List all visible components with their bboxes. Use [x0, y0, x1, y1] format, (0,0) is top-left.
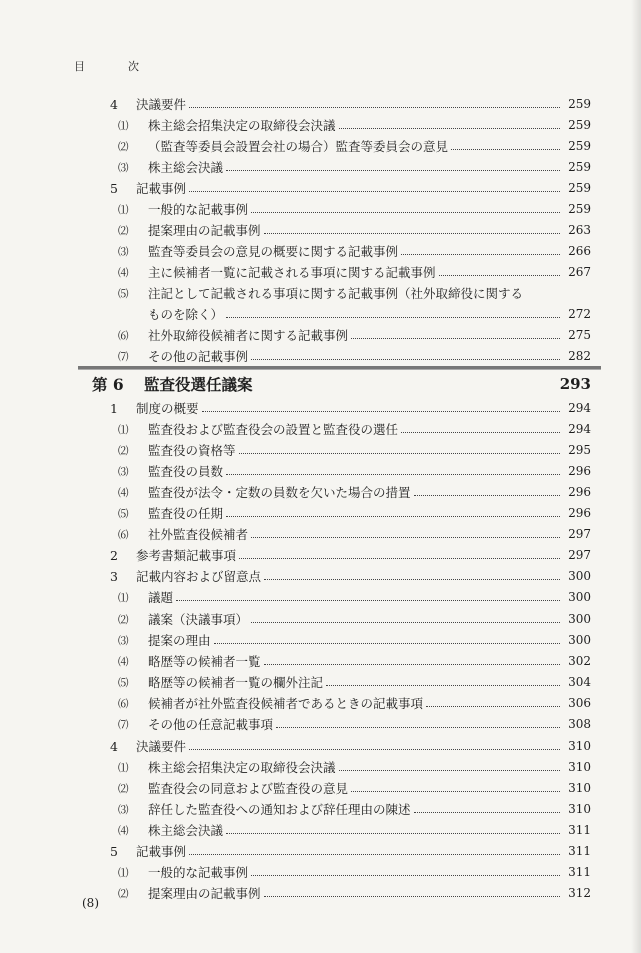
toc-entry[interactable]: [110, 736, 591, 756]
dot-leader: [214, 643, 560, 644]
entry-number: ⑴: [118, 423, 129, 436]
toc-entry[interactable]: [118, 587, 591, 607]
chapter-divider: [78, 366, 601, 369]
entry-page: 272: [568, 307, 591, 321]
entry-title: 監査役会の同意および監査役の意見: [148, 781, 349, 796]
toc-entry[interactable]: [118, 609, 591, 629]
entry-title: 株主総会招集決定の取締役会決議: [148, 760, 336, 775]
dot-leader: [202, 411, 560, 412]
dot-leader: [351, 338, 560, 339]
entry-title: 監査役が法令・定数の員数を欠いた場合の措置: [148, 485, 411, 500]
entry-title: 記載事例: [136, 181, 187, 196]
toc-entry[interactable]: [118, 482, 591, 502]
entry-number: ⑵: [118, 887, 129, 900]
entry-page: 259: [568, 202, 591, 216]
entry-title: （監査等委員会設置会社の場合）監査等委員会の意見: [148, 139, 449, 154]
toc-entry[interactable]: [118, 220, 591, 240]
toc-entry[interactable]: [110, 94, 591, 114]
entry-page: 296: [568, 485, 591, 499]
dot-leader: [251, 875, 560, 876]
toc-entry[interactable]: [118, 325, 591, 345]
entry-page: 311: [568, 865, 591, 879]
entry-page: 259: [568, 160, 591, 174]
entry-title: 社外監査役候補者: [148, 527, 249, 542]
dot-leader: [226, 474, 560, 475]
entry-number: ⑵: [118, 613, 129, 626]
dot-leader: [264, 233, 560, 234]
toc-entry[interactable]: [118, 757, 591, 777]
toc-entry[interactable]: [118, 651, 591, 671]
entry-title: 参考書類記載事項: [136, 548, 237, 563]
entry-page: 294: [568, 422, 591, 436]
entry-title: 決議要件: [136, 739, 187, 754]
entry-page: 275: [568, 328, 591, 342]
toc-entry[interactable]: [118, 136, 591, 156]
toc-entry[interactable]: [110, 841, 591, 861]
entry-title: 株主総会決議: [148, 160, 224, 175]
entry-title: 議題: [148, 590, 174, 605]
entry-title: ものを除く）: [148, 307, 224, 322]
entry-title: 注記として記載される事項に関する記載事例（社外取締役に関する: [148, 286, 524, 301]
dot-leader: [339, 770, 560, 771]
toc-entry[interactable]: [118, 262, 591, 282]
entry-title: 略歴等の候補者一覧: [148, 654, 261, 669]
page-number: (8): [82, 896, 99, 910]
toc-entry[interactable]: [118, 440, 591, 460]
dot-leader: [326, 685, 560, 686]
entry-page: 267: [568, 265, 591, 279]
entry-page: 259: [568, 181, 591, 195]
entry-number: ⑺: [118, 350, 129, 363]
dot-leader: [239, 558, 560, 559]
entry-number: 3: [110, 568, 118, 584]
entry-title: 記載事例: [136, 844, 187, 859]
entry-number: ⑵: [118, 444, 129, 457]
toc-entry[interactable]: [118, 346, 591, 366]
dot-leader: [339, 128, 560, 129]
entry-number: ⑴: [118, 591, 129, 604]
entry-number: ⑹: [118, 329, 129, 342]
dot-leader: [351, 791, 560, 792]
dot-leader: [264, 579, 560, 580]
entry-number: ⑹: [118, 697, 129, 710]
dot-leader: [414, 495, 560, 496]
entry-page: 266: [568, 244, 591, 258]
toc-entry[interactable]: [118, 820, 591, 840]
entry-number: 4: [110, 738, 118, 754]
entry-page: 310: [568, 739, 591, 753]
dot-leader: [226, 170, 560, 171]
entry-page: 311: [568, 823, 591, 837]
entry-page: 304: [568, 675, 591, 689]
entry-title: 一般的な記載事例: [148, 865, 249, 880]
running-head: 目 次: [74, 60, 155, 73]
toc-entry[interactable]: [118, 419, 591, 439]
entry-title: その他の記載事例: [148, 349, 249, 364]
entry-number: ⑴: [118, 203, 129, 216]
entry-page: 306: [568, 696, 591, 710]
toc-entry[interactable]: [110, 545, 591, 565]
entry-title: 株主総会招集決定の取締役会決議: [148, 118, 336, 133]
dot-leader: [414, 812, 560, 813]
entry-number: ⑵: [118, 782, 129, 795]
entry-title: 提案理由の記載事例: [148, 223, 261, 238]
toc-entry[interactable]: [118, 693, 591, 713]
dot-leader: [189, 854, 560, 855]
entry-number: ⑶: [118, 803, 129, 816]
entry-title: 辞任した監査役への通知および辞任理由の陳述: [148, 802, 411, 817]
entry-number: 1: [110, 400, 118, 416]
entry-page: 300: [568, 569, 591, 583]
entry-page: 310: [568, 760, 591, 774]
toc-entry[interactable]: [110, 398, 591, 418]
entry-number: ⑶: [118, 465, 129, 478]
entry-title: 監査役および監査役会の設置と監査役の選任: [148, 422, 399, 437]
entry-number: ⑵: [118, 140, 129, 153]
entry-page: 282: [568, 349, 591, 363]
entry-number: ⑷: [118, 266, 129, 279]
entry-title: 社外取締役候補者に関する記載事例: [148, 328, 349, 343]
toc-entry[interactable]: [118, 630, 591, 650]
entry-page: 300: [568, 633, 591, 647]
entry-title: 議案（決議事項）: [148, 612, 249, 627]
entry-page: 312: [568, 886, 591, 900]
entry-number: ⑷: [118, 824, 129, 837]
entry-page: 259: [568, 97, 591, 111]
dot-leader: [239, 453, 560, 454]
chapter-heading[interactable]: [92, 372, 591, 396]
entry-page: 294: [568, 401, 591, 415]
dot-leader: [276, 727, 560, 728]
entry-page: 297: [568, 548, 591, 562]
entry-number: ⑴: [118, 761, 129, 774]
entry-page: 300: [568, 590, 591, 604]
entry-number: 5: [110, 180, 118, 196]
entry-title: 略歴等の候補者一覧の欄外注記: [148, 675, 324, 690]
toc-entry[interactable]: [118, 283, 591, 303]
entry-page: 297: [568, 527, 591, 541]
entry-number: 5: [110, 843, 118, 859]
entry-title: 候補者が社外監査役候補者であるときの記載事項: [148, 696, 424, 711]
chapter-title: 監査役選任議案: [144, 375, 253, 394]
toc-entry[interactable]: [118, 461, 591, 481]
entry-number: ⑴: [118, 866, 129, 879]
entry-title: 提案の理由: [148, 633, 211, 648]
dot-leader: [401, 254, 560, 255]
entry-number: ⑶: [118, 245, 129, 258]
entry-title: 制度の概要: [136, 401, 199, 416]
entry-number: ⑺: [118, 718, 129, 731]
toc-entry[interactable]: [110, 566, 591, 586]
dot-leader: [189, 749, 560, 750]
toc-entry[interactable]: [118, 115, 591, 135]
toc-entry[interactable]: [118, 503, 591, 523]
dot-leader: [251, 359, 560, 360]
entry-page: 310: [568, 802, 591, 816]
entry-number: 2: [110, 547, 118, 563]
dot-leader: [176, 600, 560, 601]
dot-leader: [439, 275, 560, 276]
toc-entry[interactable]: [118, 157, 591, 177]
dot-leader: [226, 317, 560, 318]
entry-number: ⑸: [118, 676, 129, 689]
entry-page: 310: [568, 781, 591, 795]
entry-number: ⑶: [118, 634, 129, 647]
entry-page: 308: [568, 717, 591, 731]
entry-page: 311: [568, 844, 591, 858]
chapter-number: 第 6: [92, 375, 124, 394]
dot-leader: [226, 833, 560, 834]
entry-page: 296: [568, 506, 591, 520]
entry-title: 記載内容および留意点: [136, 569, 262, 584]
toc-entry[interactable]: [118, 883, 591, 903]
toc-entry[interactable]: [118, 778, 591, 798]
entry-number: ⑹: [118, 528, 129, 541]
dot-leader: [264, 896, 560, 897]
dot-leader: [189, 191, 560, 192]
entry-title: 監査役の任期: [148, 506, 224, 521]
toc-entry[interactable]: [118, 672, 591, 692]
entry-title: 監査等委員会の意見の概要に関する記載事例: [148, 244, 399, 259]
entry-title: 監査役の員数: [148, 464, 224, 479]
entry-number: ⑷: [118, 655, 129, 668]
toc-entry-continued[interactable]: [118, 304, 591, 324]
entry-number: ⑸: [118, 287, 129, 300]
dot-leader: [251, 212, 560, 213]
entry-title: 株主総会決議: [148, 823, 224, 838]
dot-leader: [401, 432, 560, 433]
dot-leader: [189, 107, 560, 108]
entry-number: ⑷: [118, 486, 129, 499]
dot-leader: [226, 516, 560, 517]
entry-title: その他の任意記載事項: [148, 717, 274, 732]
chapter-page: 293: [559, 375, 591, 393]
entry-page: 259: [568, 139, 591, 153]
entry-page: 302: [568, 654, 591, 668]
toc-entry[interactable]: [118, 524, 591, 544]
entry-title: 一般的な記載事例: [148, 202, 249, 217]
entry-page: 259: [568, 118, 591, 132]
dot-leader: [251, 537, 560, 538]
dot-leader: [264, 664, 560, 665]
toc-entry[interactable]: [118, 862, 591, 882]
entry-title: 主に候補者一覧に記載される事項に関する記載事例: [148, 265, 436, 280]
toc-entry[interactable]: [118, 799, 591, 819]
entry-page: 295: [568, 443, 591, 457]
entry-page: 300: [568, 612, 591, 626]
toc-entry[interactable]: [118, 241, 591, 261]
entry-title: 決議要件: [136, 97, 187, 112]
entry-number: 4: [110, 96, 118, 112]
entry-page: 296: [568, 464, 591, 478]
dot-leader: [451, 149, 560, 150]
entry-page: 263: [568, 223, 591, 237]
entry-number: ⑶: [118, 161, 129, 174]
entry-number: ⑵: [118, 224, 129, 237]
entry-title: 提案理由の記載事例: [148, 886, 261, 901]
dot-leader: [426, 706, 560, 707]
entry-number: ⑴: [118, 119, 129, 132]
dot-leader: [251, 622, 560, 623]
toc-entry[interactable]: [110, 178, 591, 198]
entry-number: ⑸: [118, 507, 129, 520]
entry-title: 監査役の資格等: [148, 443, 236, 458]
toc-entry[interactable]: [118, 714, 591, 734]
toc-entry[interactable]: [118, 199, 591, 219]
